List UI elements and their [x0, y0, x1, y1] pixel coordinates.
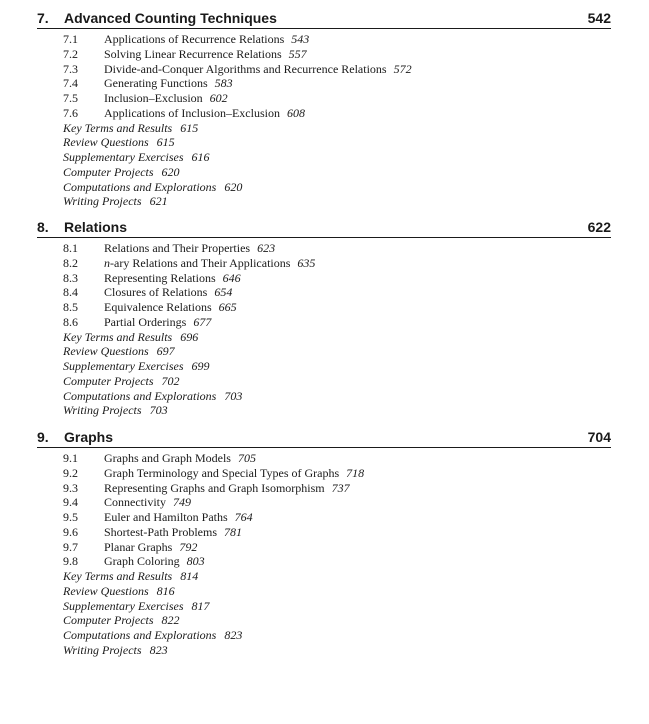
end-matter-page: 822 — [161, 613, 180, 628]
end-matter-page: 696 — [180, 329, 199, 344]
end-matter-title: Computations and Explorations — [63, 179, 217, 194]
section-entry[interactable] — [63, 554, 603, 569]
section-number: 7.5 — [63, 91, 78, 105]
end-matter-entry[interactable] — [63, 194, 603, 209]
section-page: 557 — [288, 46, 307, 61]
section-title: Graphs and Graph Models — [104, 451, 231, 465]
section-page: 677 — [193, 314, 212, 329]
end-matter-title: Review Questions — [63, 344, 149, 359]
end-matter-title: Key Terms and Results — [63, 329, 173, 344]
section-number: 8.3 — [63, 270, 78, 285]
section-list — [63, 241, 603, 418]
section-page: 705 — [237, 451, 256, 465]
end-matter-page: 816 — [156, 583, 175, 598]
section-entry[interactable] — [63, 256, 603, 271]
section-title: Shortest-Path Problems — [104, 524, 217, 539]
section-number: 9.4 — [63, 495, 78, 510]
section-title: Representing Relations — [104, 270, 216, 285]
end-matter-entry[interactable] — [63, 150, 603, 165]
section-page: 646 — [222, 270, 241, 285]
section-page: 781 — [224, 524, 242, 539]
section-entry[interactable] — [63, 91, 603, 106]
section-entry[interactable] — [63, 525, 603, 540]
section-page: 608 — [286, 105, 305, 120]
section-entry[interactable] — [63, 47, 603, 62]
section-number: 8.1 — [63, 241, 78, 255]
section-number: 8.5 — [63, 300, 78, 314]
section-number: 8.2 — [63, 255, 78, 270]
section-number: 8.6 — [63, 314, 78, 329]
section-list — [63, 32, 603, 209]
end-matter-entry[interactable] — [63, 569, 603, 584]
section-entry[interactable] — [63, 495, 603, 510]
section-title: Partial Orderings — [104, 314, 187, 329]
end-matter-entry[interactable] — [63, 599, 603, 614]
end-matter-page: 703 — [224, 388, 243, 403]
end-matter-title: Key Terms and Results — [63, 120, 173, 135]
section-title: Closures of Relations — [104, 285, 208, 300]
section-number: 9.6 — [63, 524, 78, 539]
section-page: 737 — [331, 480, 350, 495]
chapter-title: Advanced Counting Techniques — [64, 10, 277, 26]
section-number: 9.8 — [63, 554, 78, 569]
end-matter-page: 699 — [191, 359, 210, 373]
chapter-title: Relations — [64, 219, 128, 235]
section-title: Representing Graphs and Graph Isomorphism — [104, 480, 325, 495]
end-matter-entry[interactable] — [63, 359, 603, 374]
end-matter-title: Review Questions — [63, 135, 149, 150]
end-matter-page: 616 — [191, 150, 210, 164]
chapter-heading — [37, 219, 611, 238]
section-entry[interactable] — [63, 481, 603, 496]
section-number: 9.7 — [63, 539, 78, 554]
end-matter-page: 814 — [180, 569, 199, 583]
section-page: 749 — [173, 495, 191, 510]
end-matter-title: Writing Projects — [63, 642, 142, 657]
section-page: 583 — [214, 76, 233, 91]
section-page: 803 — [186, 554, 205, 569]
section-title: Solving Linear Recurrence Relations — [104, 46, 282, 61]
end-matter-page: 697 — [156, 344, 175, 359]
section-title: Inclusion–Exclusion — [104, 91, 203, 105]
chapter-7 — [37, 10, 611, 209]
chapter-heading — [37, 10, 611, 29]
end-matter-title: Computations and Explorations — [63, 388, 217, 403]
section-number: 7.1 — [63, 32, 78, 46]
section-title: Divide-and-Conquer Algorithms and Recurrence Relations — [104, 61, 387, 76]
section-title: Graph Coloring — [104, 554, 180, 569]
section-page: 602 — [209, 91, 228, 105]
section-entry[interactable] — [63, 510, 603, 525]
end-matter-entry[interactable] — [63, 121, 603, 136]
section-page: 635 — [297, 255, 316, 270]
end-matter-page: 615 — [180, 120, 199, 135]
end-matter-page: 620 — [161, 164, 180, 179]
chapter-title: Graphs — [64, 429, 114, 445]
section-page: 665 — [218, 300, 237, 314]
end-matter-entry[interactable] — [63, 180, 603, 195]
chapter-number: 8. — [37, 219, 49, 235]
section-page: 718 — [346, 465, 365, 480]
section-list — [63, 451, 603, 658]
section-number: 8.4 — [63, 285, 78, 300]
end-matter-entry[interactable] — [63, 628, 603, 643]
end-matter-title: Writing Projects — [63, 194, 142, 209]
end-matter-title: Supplementary Exercises — [63, 359, 184, 373]
section-title: Applications of Recurrence Relations — [104, 32, 285, 46]
section-page: 623 — [257, 241, 276, 255]
end-matter-title: Computations and Explorations — [63, 628, 217, 642]
section-entry[interactable] — [63, 241, 603, 256]
section-page: 654 — [214, 285, 233, 300]
end-matter-entry[interactable] — [63, 389, 603, 404]
section-title: Generating Functions — [104, 76, 208, 91]
end-matter-page: 823 — [149, 642, 168, 657]
section-title: Equivalence Relations — [104, 300, 212, 314]
chapter-number: 7. — [37, 10, 49, 26]
section-entry[interactable] — [63, 62, 603, 77]
chapter-number: 9. — [37, 429, 49, 445]
end-matter-title: Review Questions — [63, 583, 149, 598]
end-matter-entry[interactable] — [63, 643, 603, 658]
end-matter-page: 823 — [224, 628, 243, 642]
end-matter-entry[interactable] — [63, 613, 603, 628]
section-entry[interactable] — [63, 271, 603, 286]
end-matter-page: 620 — [224, 179, 243, 194]
section-number: 7.4 — [63, 76, 78, 91]
end-matter-page: 615 — [156, 135, 175, 150]
section-page: 572 — [393, 61, 412, 76]
end-matter-title: Writing Projects — [63, 403, 142, 418]
section-title: Applications of Inclusion–Exclusion — [104, 105, 280, 120]
section-entry[interactable] — [63, 451, 603, 466]
end-matter-entry[interactable] — [63, 165, 603, 180]
section-entry[interactable] — [63, 540, 603, 555]
chapter-page: 622 — [587, 219, 611, 235]
end-matter-entry[interactable] — [63, 403, 603, 418]
section-title-italic: n — [104, 255, 110, 270]
section-number: 9.1 — [63, 451, 78, 465]
section-entry[interactable] — [63, 466, 603, 481]
end-matter-page: 621 — [149, 194, 168, 209]
section-number: 9.2 — [63, 465, 78, 480]
end-matter-title: Key Terms and Results — [63, 569, 173, 583]
end-matter-entry[interactable] — [63, 584, 603, 599]
section-title: Euler and Hamilton Paths — [104, 510, 228, 524]
end-matter-title: Supplementary Exercises — [63, 150, 184, 164]
section-entry[interactable] — [63, 285, 603, 300]
end-matter-title: Supplementary Exercises — [63, 598, 184, 613]
chapter-8 — [37, 219, 611, 418]
section-entry[interactable] — [63, 76, 603, 91]
end-matter-page: 702 — [161, 373, 180, 388]
end-matter-entry[interactable] — [63, 135, 603, 150]
section-page: 543 — [291, 32, 310, 46]
end-matter-title: Computer Projects — [63, 373, 154, 388]
section-page: 764 — [234, 510, 253, 524]
end-matter-entry[interactable] — [63, 330, 603, 345]
end-matter-title: Computer Projects — [63, 164, 154, 179]
section-number: 7.6 — [63, 105, 78, 120]
end-matter-entry[interactable] — [63, 374, 603, 389]
section-title: Graph Terminology and Special Types of Graphs — [104, 465, 340, 480]
end-matter-entry[interactable] — [63, 344, 603, 359]
section-entry[interactable] — [63, 315, 603, 330]
section-number: 7.2 — [63, 46, 78, 61]
section-number: 9.3 — [63, 480, 78, 495]
section-title: Planar Graphs — [104, 539, 173, 554]
section-entry[interactable] — [63, 300, 603, 315]
chapter-page: 704 — [587, 429, 611, 445]
end-matter-page: 817 — [191, 598, 210, 613]
section-number: 9.5 — [63, 510, 78, 524]
section-entry[interactable] — [63, 106, 603, 121]
section-number: 7.3 — [63, 61, 78, 76]
section-entry[interactable] — [63, 32, 603, 47]
section-page: 792 — [179, 539, 198, 554]
section-title: Connectivity — [104, 495, 166, 510]
end-matter-title: Computer Projects — [63, 613, 154, 628]
chapter-heading — [37, 429, 611, 448]
section-title: -ary Relations and Their Applications — [110, 255, 291, 270]
end-matter-page: 703 — [149, 403, 168, 418]
section-title: Relations and Their Properties — [104, 241, 251, 255]
chapter-9 — [37, 429, 611, 657]
chapter-page: 542 — [587, 10, 611, 26]
